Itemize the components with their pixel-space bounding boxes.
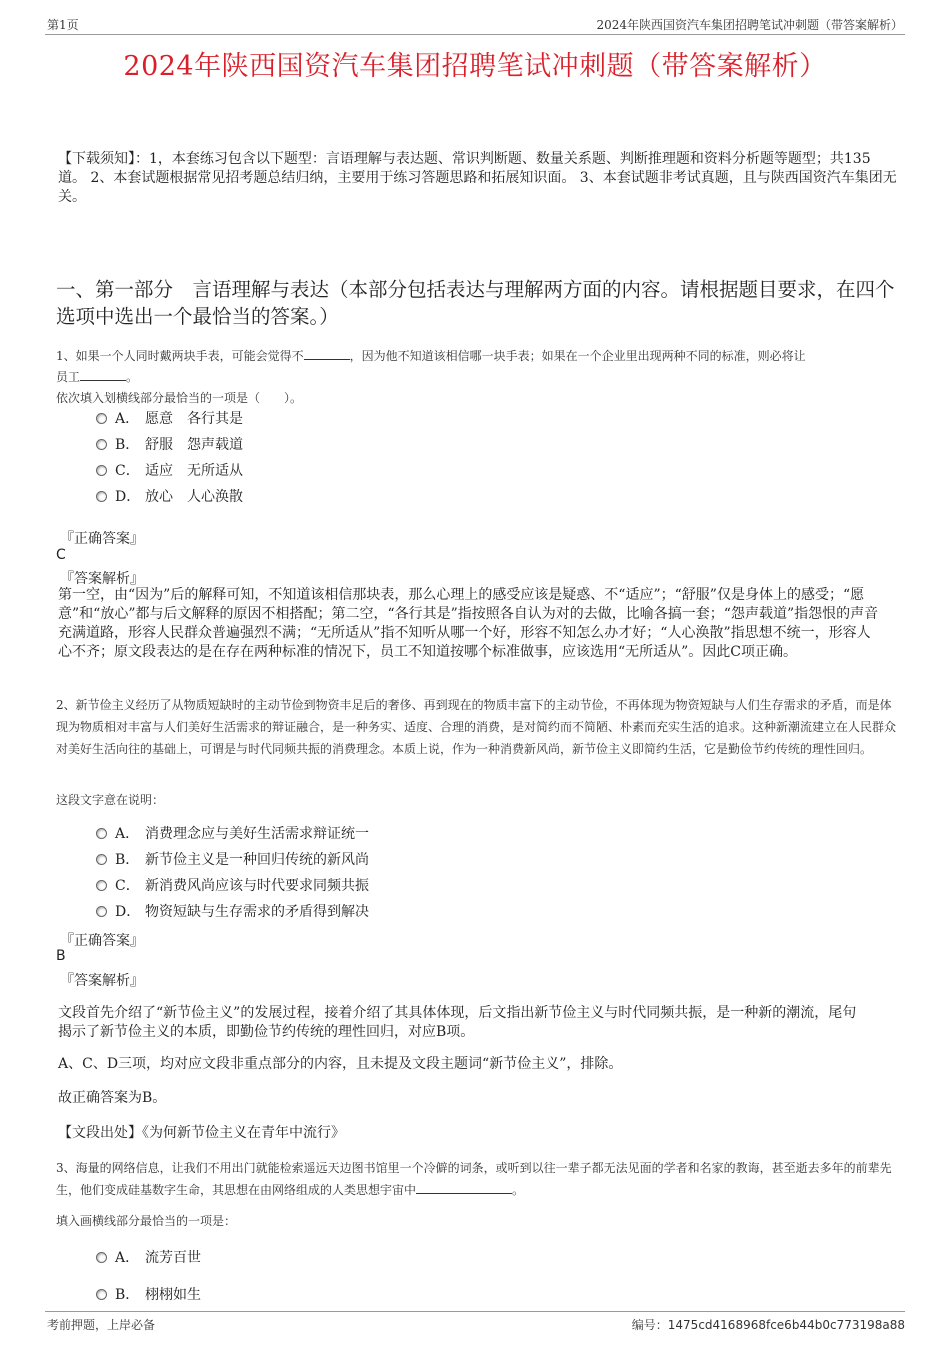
q3-prompt: 填入画横线部分最恰当的一项是： [56,1214,237,1228]
option-letter: C． [115,463,140,479]
option-letter: A． [115,1250,140,1266]
q3-option-a[interactable] [96,1246,201,1268]
option-letter: C． [115,878,140,894]
q2-answer: B [56,948,66,964]
q1-option-a[interactable] [96,407,243,429]
q1-option-b[interactable] [96,433,243,455]
download-notice: 【下载须知】：1，本套练习包含以下题型：言语理解与表达题、常识判断题、数量关系题、判断推理题和资料分析题等题型；共135道。 2、本套试题根据常见招考题总结归纳，主要用于练习答题思路和拓展知识面。 3、本套试题非考试真题，且与陕西国资汽车集团无关。 [58,151,897,205]
footer-code [632,1316,905,1333]
footer-slogan: 考前押题，上岸必备 [47,1318,156,1332]
q2-option-b[interactable] [96,848,369,870]
blank-line [416,1193,512,1194]
radio-icon[interactable] [96,465,107,476]
q1-option-c[interactable] [96,459,243,481]
page-title: 2024年陕西国资汽车集团招聘笔试冲刺题（带答案解析） [123,51,827,82]
q2-option-d[interactable] [96,900,369,922]
q1-answer: C [56,547,66,563]
option-text: 新节俭主义是一种回归传统的新风尚 [145,852,369,868]
q2-option-c[interactable] [96,874,369,896]
q3-stem-part: 。 [512,1183,525,1197]
q2-analysis-1: 文段首先介绍了“新节俭主义”的发展过程，接着介绍了其具体体现，后文指出新节俭主义与时代同频共振，是一种新的潮流，尾句揭示了新节俭主义的本质，即勤俭节约传统的理性回归，对应B项。 [58,1005,857,1040]
q2-analysis-label: 『答案解析』 [60,973,144,989]
q2-option-a[interactable] [96,822,369,844]
radio-icon[interactable] [96,491,107,502]
footer-divider [45,1311,905,1312]
radio-icon[interactable] [96,439,107,450]
option-text: 舒服 怨声载道 [145,437,243,453]
radio-icon[interactable] [96,880,107,891]
q1-option-d[interactable] [96,485,243,507]
q2-prompt: 这段文字意在说明： [56,793,165,807]
radio-icon[interactable] [96,828,107,839]
blank-line [304,359,350,360]
q2-analysis-3: 故正确答案为B。 [58,1090,167,1106]
option-text: 物资短缺与生存需求的矛盾得到解决 [145,904,369,920]
question-3-stem [56,1157,896,1201]
footer-code-label: 编号： [631,1318,668,1332]
radio-icon[interactable] [96,413,107,424]
q3-stem-part: 3、海量的网络信息，让我们不用出门就能检索遥远天边图书馆里一个冷僻的词条，或听到以往一辈子都无法见面的学者和名家的教诲，甚至逝去多年的前辈先生，他们变成硅基数字生命，其思想在由网络组成的人类思想宇宙中 [56,1161,892,1197]
option-text: 流芳百世 [145,1250,201,1266]
option-letter: D． [115,904,141,920]
question-1-stem [56,346,896,409]
q1-analysis: 第一空，由“因为”后的解释可知，不知道该相信那块表，那么心理上的感受应该是疑惑、不“适应”；“舒服”仅是身体上的感受；“愿意”和“放心”都与后文解释的原因不相搭配；第二空，“各行其是”指按照各自认为对的去做，比喻各搞一套；“怨声载道”指怨恨的声音充满道路，形容人民群众普遍强烈不满；“无所适从”指不知听从哪一个好，形容不知怎么办才好；“人心涣散”指思想不统一，形容人心不齐；原文段表达的是在存在两种标准的情况下，员工不知道按哪个标准做事，应该选用“无所适从”。因此C项正确。 [58,587,879,660]
radio-icon[interactable] [96,906,107,917]
q2-answer-label: 『正确答案』 [60,933,144,949]
question-2-stem: 2、新节俭主义经历了从物质短缺时的主动节俭到物资丰足后的奢侈、再到现在的物质丰富下的主动节俭，不再体现为物资短缺与人们生存需求的矛盾，而是体现为物质相对丰富与人们美好生活需求的辩证融合，是一种务实、适度、合理的消费，是对简约而不简陋、朴素而充实生活的追求。这种新潮流建立在人民群众对美好生活向往的基础上，可谓是与时代同频共振的消费理念。本质上说，作为一种消费新风尚，新节俭主义即简约生活，它是勤俭节约传统的理性回归。 [56,698,897,756]
radio-icon[interactable] [96,1289,107,1300]
footer-code-value: 1475cd4168968fce6b44b0c773198a88 [667,1318,905,1332]
q1-stem-part: 1、如果一个人同时戴两块手表，可能会觉得不 [56,349,304,363]
option-text: 放心 人心涣散 [145,489,243,505]
section-heading: 一、第一部分 言语理解与表达（本部分包括表达与理解两方面的内容。请根据题目要求，在四个选项中选出一个最恰当的答案。） [56,278,895,328]
option-text: 愿意 各行其是 [145,411,243,427]
q3-option-b[interactable] [96,1283,201,1305]
q2-source: 【文段出处】《为何新节俭主义在青年中流行》 [58,1125,345,1141]
option-text: 栩栩如生 [145,1287,201,1303]
q1-stem-part: 。 [126,370,139,384]
option-text: 适应 无所适从 [145,463,243,479]
radio-icon[interactable] [96,854,107,865]
option-text: 新消费风尚应该与时代要求同频共振 [145,878,369,894]
q1-prompt: 依次填入划横线部分最恰当的一项是（ ）。 [56,391,303,405]
option-letter: B． [115,1287,140,1303]
q2-analysis-2: A、C、D三项，均对应文段非重点部分的内容，且未提及文段主题词“新节俭主义”，排除。 [58,1056,623,1072]
option-text: 消费理念应与美好生活需求辩证统一 [145,826,369,842]
page-number: 第1页 [47,18,79,32]
option-letter: A． [115,826,140,842]
option-letter: B． [115,852,140,868]
q1-stem-part: ，因为他不知道该相信哪一块手表；如果在一个企业里出现两种不同的标准，则必将让 [349,349,806,363]
option-letter: B． [115,437,140,453]
q1-answer-label: 『正确答案』 [60,531,144,547]
header-divider [45,34,905,35]
blank-line [80,380,126,381]
q1-stem-part: 员工 [56,370,81,384]
header-doc-title: 2024年陕西国资汽车集团招聘笔试冲刺题（带答案解析） [596,18,903,32]
q1-analysis-label: 『答案解析』 [60,571,144,587]
radio-icon[interactable] [96,1252,107,1263]
option-letter: D． [115,489,141,505]
option-letter: A． [115,411,140,427]
